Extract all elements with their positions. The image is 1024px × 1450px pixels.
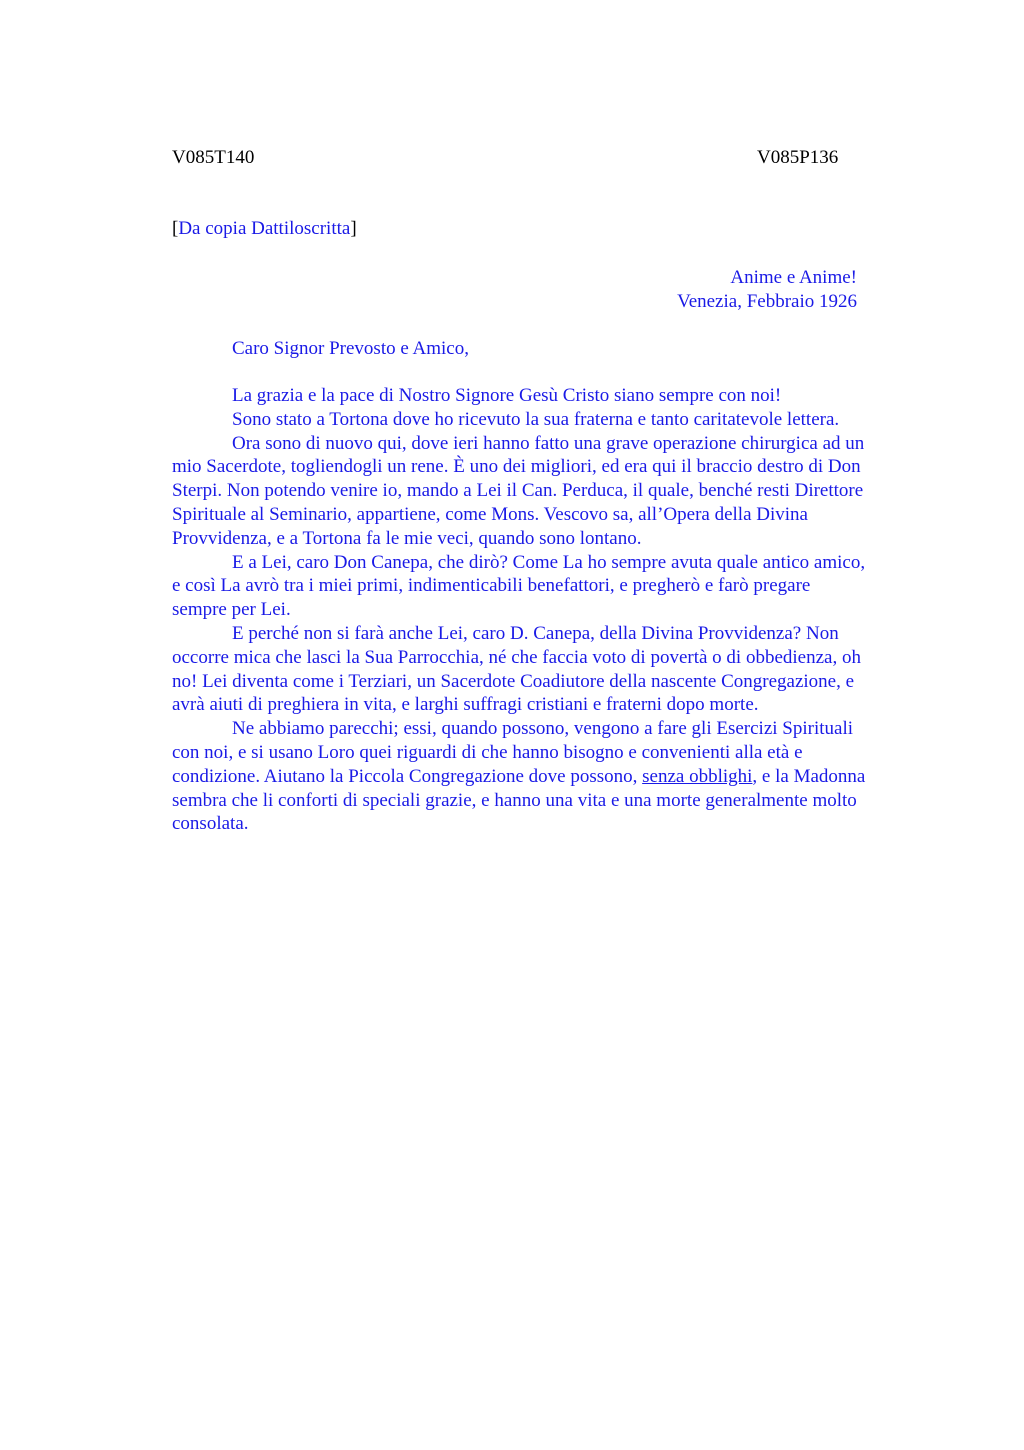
- text-segment: , e la Madonna: [752, 765, 866, 787]
- salutation: Caro Signor Prevosto e Amico,: [232, 338, 469, 359]
- document-reference-right: V085P136: [757, 147, 839, 168]
- source-note-close-bracket: ]: [350, 218, 357, 239]
- paragraph-line: occorre mica che lasci la Sua Parrocchia, né che faccia voto di povertà o di obbedienza, oh: [172, 646, 861, 668]
- paragraph-line: con noi, e si usano Loro quei riguardi di che hanno bisogno e convenienti alla età e: [172, 741, 803, 763]
- paragraph-line: E a Lei, caro Don Canepa, che dirò? Come La ho sempre avuta quale antico amico,: [232, 551, 866, 573]
- paragraph-6: [172, 717, 932, 836]
- paragraph-line: Ne abbiamo parecchi; essi, quando possono, vengono a fare gli Esercizi Spirituali: [232, 718, 854, 740]
- paragraph-2: [172, 408, 932, 432]
- letter-heading: [560, 266, 857, 314]
- paragraph-line: consolata.: [172, 813, 249, 835]
- paragraph-line: Ora sono di nuovo qui, dove ieri hanno fatto una grave operazione chirurgica ad un: [232, 432, 865, 454]
- letter-body: [172, 384, 932, 836]
- paragraph-line: La grazia e la pace di Nostro Signore Gesù Cristo siano sempre con noi!: [232, 385, 782, 406]
- underlined-phrase: senza obblighi: [642, 765, 753, 787]
- paragraph-1: [172, 384, 932, 408]
- paragraph-line: avrà aiuti di preghiera in vita, e larghi suffragi cristiani e fraterni dopo morte.: [172, 694, 759, 716]
- paragraph-line: E perché non si farà anche Lei, caro D. Canepa, della Divina Provvidenza? Non: [232, 622, 839, 644]
- paragraph-line: Sono stato a Tortona dove ho ricevuto la sua fraterna e tanto caritatevole lettera.: [232, 408, 840, 430]
- paragraph-line: Provvidenza, e a Tortona fa le mie veci, quando sono lontano.: [172, 527, 642, 549]
- source-note: [172, 217, 357, 241]
- paragraph-line: e così La avrò tra i miei primi, indimenticabili benefattori, e pregherò e farò pregare: [172, 575, 811, 597]
- motto: Anime e Anime!: [730, 267, 857, 288]
- paragraph-line: [172, 765, 932, 789]
- paragraph-line: Spirituale al Seminario, appartiene, come Mons. Vescovo sa, all’Opera della Divina: [172, 503, 808, 525]
- source-note-text: Da copia Dattiloscritta: [178, 218, 351, 239]
- paragraph-line: no! Lei diventa come i Terziari, un Sacerdote Coadiutore della nascente Congregazione, e: [172, 670, 855, 692]
- document-reference-left: V085T140: [172, 147, 255, 168]
- paragraph-4: [172, 551, 932, 622]
- paragraph-3: [172, 432, 932, 551]
- text-segment: condizione. Aiutano la Piccola Congregazione dove possono,: [172, 765, 643, 787]
- paragraph-5: [172, 622, 932, 717]
- source-note-open-bracket: [: [172, 218, 179, 239]
- paragraph-line: mio Sacerdote, togliendogli un rene. È uno dei migliori, ed era qui il braccio destro di Don: [172, 456, 861, 478]
- paragraph-line: Sterpi. Non potendo venire io, mando a Lei il Can. Perduca, il quale, benché resti Direttore: [172, 480, 864, 502]
- paragraph-line: sembra che li conforti di speciali grazie, e hanno una vita e una morte generalmente molto: [172, 789, 857, 811]
- place-date: Venezia, Febbraio 1926: [677, 290, 857, 312]
- paragraph-line: sempre per Lei.: [172, 599, 291, 621]
